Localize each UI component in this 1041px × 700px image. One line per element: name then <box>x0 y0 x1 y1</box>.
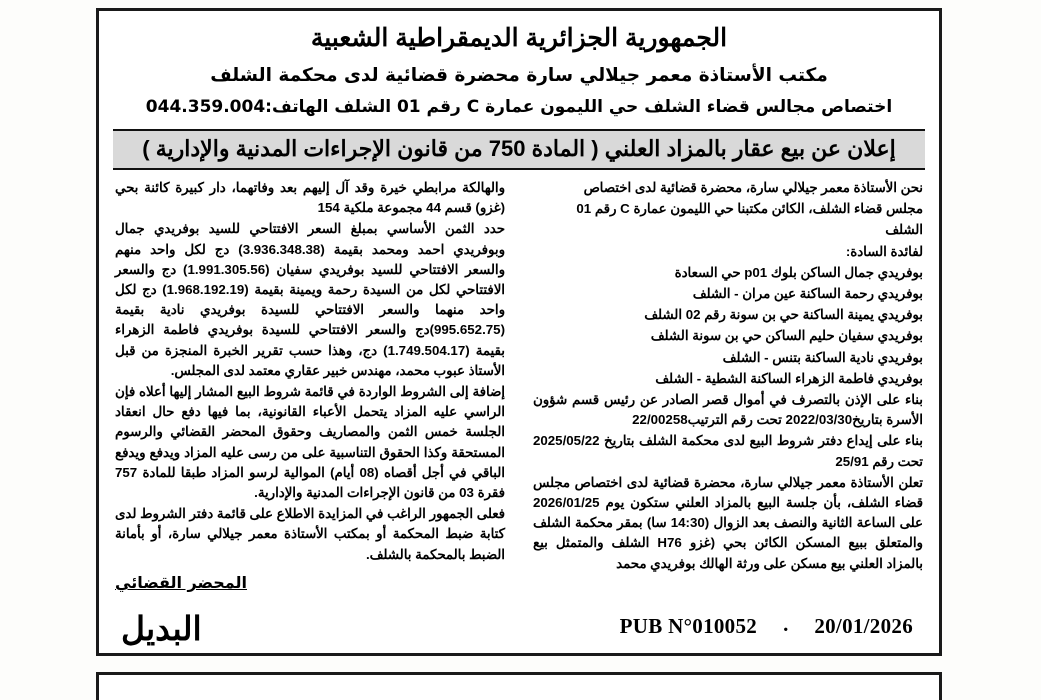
paragraph: بوفريدي سفيان حليم الساكن حي بن سونة الشلف <box>650 328 923 344</box>
right-column <box>519 178 923 595</box>
paragraph: بوفريدي رحمة الساكنة عين مران - الشلف <box>692 286 923 302</box>
legal-notice-frame <box>96 8 942 656</box>
notice-footer <box>99 612 939 647</box>
pub-date: 20/01/2026 <box>814 614 913 638</box>
banner-wrapper <box>99 127 939 170</box>
pub-number: PUB N°010052 <box>619 614 758 638</box>
paragraph: بناء على الإذن بالتصرف في أموال قصر الصادر عن رئيس قسم شؤون الأسرة بتاريخ2022/03/30 تحت رقم الترتيب22/00258 <box>533 392 923 428</box>
paragraph: بوفريدي فاطمة الزهراء الساكنة الشطية - الشلف <box>655 370 923 386</box>
next-notice-frame <box>96 672 942 700</box>
auction-banner-title: إعلان عن بيع عقار بالمزاد العلني ( المادة 750 من قانون الإجراءات المدنية والإدارية ) <box>113 129 925 170</box>
paragraph: حدد الثمن الأساسي بمبلغ السعر الافتتاحي للسيد بوفريدي جمال وبوفريدي احمد ومحمد بقيمة (3.936.348.38) دج لكل واحد منهم والسعر الافتتاحي للسيد بوفريدي سفيان (1.991.305.56) دج والسعر الافتتاحي لكل من السيدة رحمة ويمينة بقيمة (1.968.192.19) دج لكل واحد منهما والسعر الافتتاحي للسيدة بوفريدي نادية بقيمة (995.652.75)دج والسعر الافتتاحي للسيدة بوفريدي فاطمة الزهراء بقيمة (1.749.504.17) دج، وهذا حسب تقرير الخبرة المنجزة من قبل الأستاذ عبوب محمد، مهندس خبير عقاري معتمد لدى المجلس. <box>115 221 506 378</box>
office-heading: مكتب الأستاذة معمر جيلالي سارة محضرة قضائية لدى محكمة الشلف <box>210 65 828 86</box>
pub-separator: . <box>783 612 789 636</box>
signature-line: المحضر القضائي <box>115 572 248 592</box>
paragraph: بوفريدي يمينة الساكنة حي بن سونة رقم 02 الشلف <box>644 307 923 323</box>
paragraph: تعلن الأستاذة معمر جيلالي سارة، محضرة قضائية لدى اختصاص مجلس قضاء الشلف، بأن جلسة البيع بالمزاد العلني ستكون يوم 2026/01/25 على الساعة الثانية والنصف بعد الزوال (14:30 سا) بمقر محكمة الشلف والمتعلق ببيع المسكن الكائن بحي (غزو H76 الشلف والمتمثل بيع بالمزاد العلني بيع مسكن على ورثة الهالك بوفريدي محمد <box>533 474 923 571</box>
paragraph: إضافة إلى الشروط الواردة في قائمة شروط البيع المشار إليها أعلاه فإن الراسي عليه المزاد يتحمل الأعباء القانونية، بما فيها دفع حال انعقاد الجلسة خمس الثمن والمصاريف وحقوق المحضر القضائي والرسوم المستحقة وكذا الحقوق التناسبية على من رسى عليه المزاد ويدفع ويدفع الباقي في أجل أقصاه (08 أيام) الموالية لرسو المزاد طبقا للمادة 757 فقرة 03 من قانون الإجراءات المدنية والإدارية. <box>115 384 505 501</box>
paragraph: بوفريدي نادية الساكنة بتنس - الشلف <box>722 349 923 365</box>
paragraph: لفائدة السادة: <box>845 243 923 259</box>
jurisdiction-heading: اختصاص مجالس قضاء الشلف حي الليمون عمارة C رقم 01 الشلف الهاتف:044.359.004 <box>145 97 893 117</box>
notice-header <box>99 11 939 127</box>
paragraph: الشلف <box>885 222 923 238</box>
publication-reference <box>620 614 913 647</box>
paragraph: بوفريدي جمال الساكن بلوك p01 حي السعادة <box>674 264 923 280</box>
paragraph: بناء على إيداع دفتر شروط البيع لدى محكمة الشلف بتاريخ 2025/05/22 تحت رقم 25/91 <box>533 433 923 469</box>
paragraph: فعلى الجمهور الراغب في المزايدة الاطلاع على قائمة دفتر الشروط لدى كتابة ضبط المحكمة أو بمكتب الأستاذة معمر جيلالي سارة، أو بأمانة الضبط بالمحكمة بالشلف. <box>115 506 505 562</box>
notice-body <box>99 170 939 595</box>
paragraph: والهالكة مرابطي خيرة وقد آل إليهم بعد وفاتهما، دار كبيرة كائنة بحي (غزو) قسم 44 مجموعة ملكية 154 <box>115 180 505 216</box>
paragraph: مجلس قضاء الشلف، الكائن مكتبنا حي الليمون عمارة C رقم 01 <box>576 201 923 217</box>
left-column <box>115 178 519 595</box>
paragraph: نحن الأستاذة معمر جيلالي سارة، محضرة قضائية لدى اختصاص <box>583 180 923 195</box>
republic-heading: الجمهورية الجزائرية الديمقراطية الشعبية <box>310 24 728 52</box>
publication-brand: البديل <box>121 610 202 647</box>
